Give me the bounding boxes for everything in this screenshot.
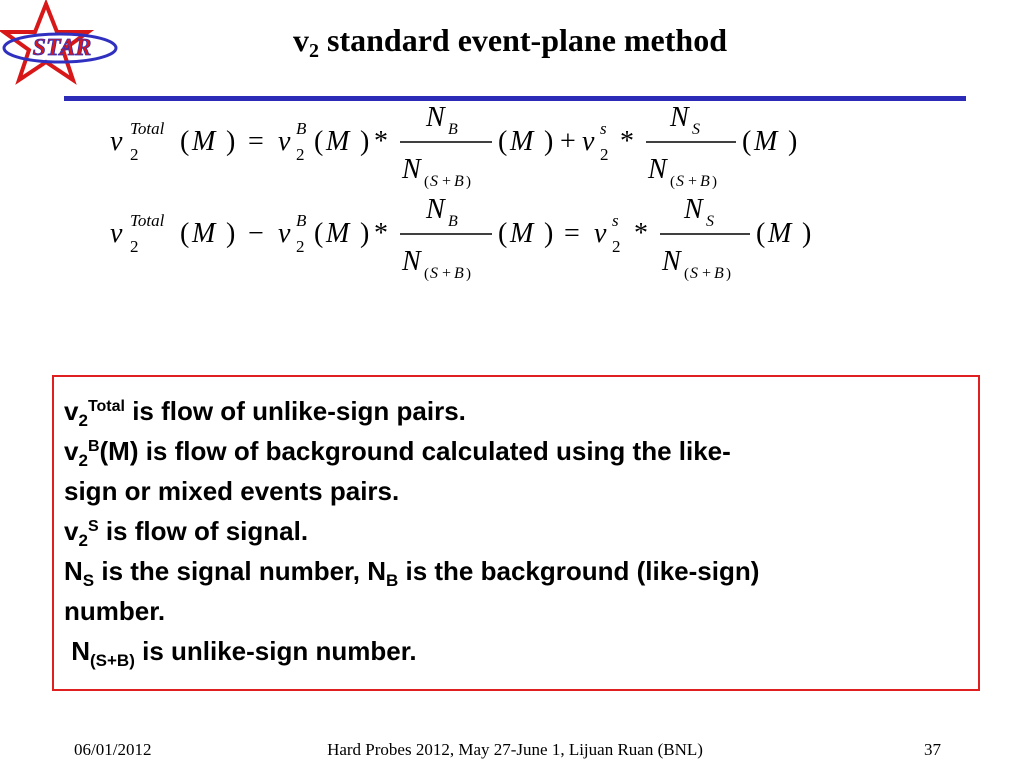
def4-sup: S	[87, 518, 99, 535]
eq1-ns-den-plus: +	[688, 173, 698, 190]
def2-symbol: v	[64, 436, 79, 466]
eq1-nb-den-lp: (	[424, 174, 429, 190]
equation-sum-graphic	[108, 102, 868, 190]
eq2-s-sub: 2	[612, 237, 621, 256]
eq1-star1: *	[374, 126, 388, 157]
equation-difference	[108, 194, 868, 282]
def2-sub: 2	[78, 451, 88, 470]
eq2-nb-num-sub: B	[448, 213, 458, 230]
eq1-lp2: (	[314, 126, 324, 157]
def1-sup: Total	[87, 398, 125, 415]
def5-sub-s: S	[82, 571, 95, 590]
star-logo-text: STAR	[32, 35, 92, 61]
eq2-nb-den-plus: +	[442, 265, 452, 282]
equation-sum	[108, 102, 868, 190]
eq2-rp1: )	[226, 218, 236, 249]
eq2-lp3: (	[498, 218, 508, 249]
eq2-ns-num-sub: S	[706, 213, 714, 230]
eq2-ns-num: N	[684, 194, 703, 225]
eq1-ns-den: N	[648, 154, 667, 185]
def1-symbol: v	[64, 396, 79, 426]
eq1-ns-den-lp: (	[670, 174, 675, 190]
eq1-star2: *	[620, 126, 634, 157]
def7-sub: (S+B)	[90, 651, 135, 670]
eq2-nb-num: N	[426, 194, 445, 225]
def5-mid: is the signal number, N	[94, 556, 386, 586]
definition-v2-total	[64, 391, 968, 431]
eq1-s-sup: s	[600, 119, 607, 138]
footer-page-number: 37	[924, 740, 941, 759]
eq1-ns-den-s: S	[676, 173, 684, 190]
eq1-nb-num-sub: B	[448, 121, 458, 138]
eq2-equals: =	[564, 218, 580, 249]
eq2-rp3: )	[544, 218, 554, 249]
title-divider	[64, 96, 966, 101]
slide-title	[200, 20, 820, 60]
eq2-rp4: )	[802, 218, 812, 249]
eq1-nb-den-plus: +	[442, 173, 452, 190]
eq1-rp2: )	[360, 126, 370, 157]
def2-text: (M) is flow of background calculated using the like-	[99, 436, 731, 466]
def4-sub: 2	[78, 531, 88, 550]
def4-text: is flow of signal.	[98, 516, 309, 546]
eq2-nb-den-lp: (	[424, 266, 429, 282]
eq1-s-sub: 2	[600, 145, 609, 164]
def7-symbol: N	[64, 636, 90, 666]
eq2-m2: M	[326, 218, 350, 249]
def5-text: is the background (like-sign)	[398, 556, 760, 586]
eq2-rp2: )	[360, 218, 370, 249]
eq1-rp3: )	[544, 126, 554, 157]
eq1-nb-den-s: S	[430, 173, 438, 190]
eq2-nb-den-s: S	[430, 265, 438, 282]
eq2-lp2: (	[314, 218, 324, 249]
eq2-star2: *	[634, 218, 648, 249]
eq2-s-sup: s	[612, 211, 619, 230]
eq1-m2: M	[326, 126, 350, 157]
equation-difference-graphic	[108, 194, 868, 282]
eq1-lp3: (	[498, 126, 508, 157]
star-logo-graphic	[0, 0, 124, 96]
eq1-nb-num: N	[426, 102, 445, 133]
footer-date: 06/01/2012	[74, 740, 152, 759]
eq1-plus: +	[560, 126, 576, 157]
def3-text: sign or mixed events pairs.	[64, 476, 400, 506]
eq1-lp4: (	[742, 126, 752, 157]
eq2-lp4: (	[756, 218, 766, 249]
eq2-v-b: v	[278, 218, 291, 249]
eq1-nb-den-b: B	[454, 173, 464, 190]
def2-sup: B	[87, 438, 100, 455]
def5-symbol: N	[64, 556, 83, 586]
eq2-nb-den-b: B	[454, 265, 464, 282]
eq2-lp1: (	[180, 218, 190, 249]
footer-conference: Hard Probes 2012, May 27-June 1, Lijuan Ruan (BNL)	[327, 740, 703, 759]
eq2-m4: M	[768, 218, 792, 249]
def6-text: number.	[64, 596, 166, 626]
eq2-ns-den-plus: +	[702, 265, 712, 282]
eq1-nb-den: N	[402, 154, 421, 185]
eq2-b-sup: B	[296, 211, 307, 230]
eq2-total-sup: Total	[130, 211, 165, 230]
eq1-ns-num-sub: S	[692, 121, 700, 138]
def7-text: is unlike-sign number.	[134, 636, 417, 666]
eq1-m4: M	[754, 126, 778, 157]
eq2-total-sub: 2	[130, 237, 139, 256]
eq1-rp1: )	[226, 126, 236, 157]
definition-unlike-sign	[64, 631, 968, 671]
eq1-lp1: (	[180, 126, 190, 157]
eq2-nb-den-rp: )	[466, 266, 471, 282]
definition-v2-background-cont	[64, 471, 968, 511]
def5-sub-b: B	[385, 571, 399, 590]
eq1-ns-num: N	[670, 102, 689, 133]
definition-numbers	[64, 551, 968, 591]
eq2-ns-den: N	[662, 246, 681, 277]
eq2-m3: M	[510, 218, 534, 249]
eq2-minus: −	[248, 218, 264, 249]
title-v: v	[292, 22, 309, 58]
title-text: standard event-plane method	[318, 22, 727, 58]
def4-symbol: v	[64, 516, 79, 546]
eq1-b-sub: 2	[296, 145, 305, 164]
eq2-v-s: v	[594, 218, 607, 249]
def1-sub: 2	[78, 411, 88, 430]
eq1-total-sup: Total	[130, 119, 165, 138]
eq1-v-b: v	[278, 126, 291, 157]
eq2-ns-den-lp: (	[684, 266, 689, 282]
eq1-m3: M	[510, 126, 534, 157]
eq1-equals: =	[248, 126, 264, 157]
definition-v2-signal	[64, 511, 968, 551]
eq1-m1: M	[192, 126, 216, 157]
eq1-ns-den-b: B	[700, 173, 710, 190]
eq2-ns-den-b: B	[714, 265, 724, 282]
eq2-nb-den: N	[402, 246, 421, 277]
eq1-ns-den-rp: )	[712, 174, 717, 190]
definition-v2-background	[64, 431, 968, 471]
definition-numbers-cont	[64, 591, 968, 631]
eq2-b-sub: 2	[296, 237, 305, 256]
eq2-ns-den-s: S	[690, 265, 698, 282]
eq1-nb-den-rp: )	[466, 174, 471, 190]
eq1-v-s: v	[582, 126, 595, 157]
eq1-rp4: )	[788, 126, 798, 157]
eq1-total-sub: 2	[130, 145, 139, 164]
definitions-box	[52, 375, 980, 691]
def1-text: is flow of unlike-sign pairs.	[124, 396, 466, 426]
eq1-v-total: v	[110, 126, 123, 157]
eq2-ns-den-rp: )	[726, 266, 731, 282]
title-subscript: 2	[308, 40, 319, 62]
eq2-m1: M	[192, 218, 216, 249]
eq2-v-total: v	[110, 218, 123, 249]
eq1-b-sup: B	[296, 119, 307, 138]
eq2-star1: *	[374, 218, 388, 249]
star-logo	[0, 0, 124, 96]
